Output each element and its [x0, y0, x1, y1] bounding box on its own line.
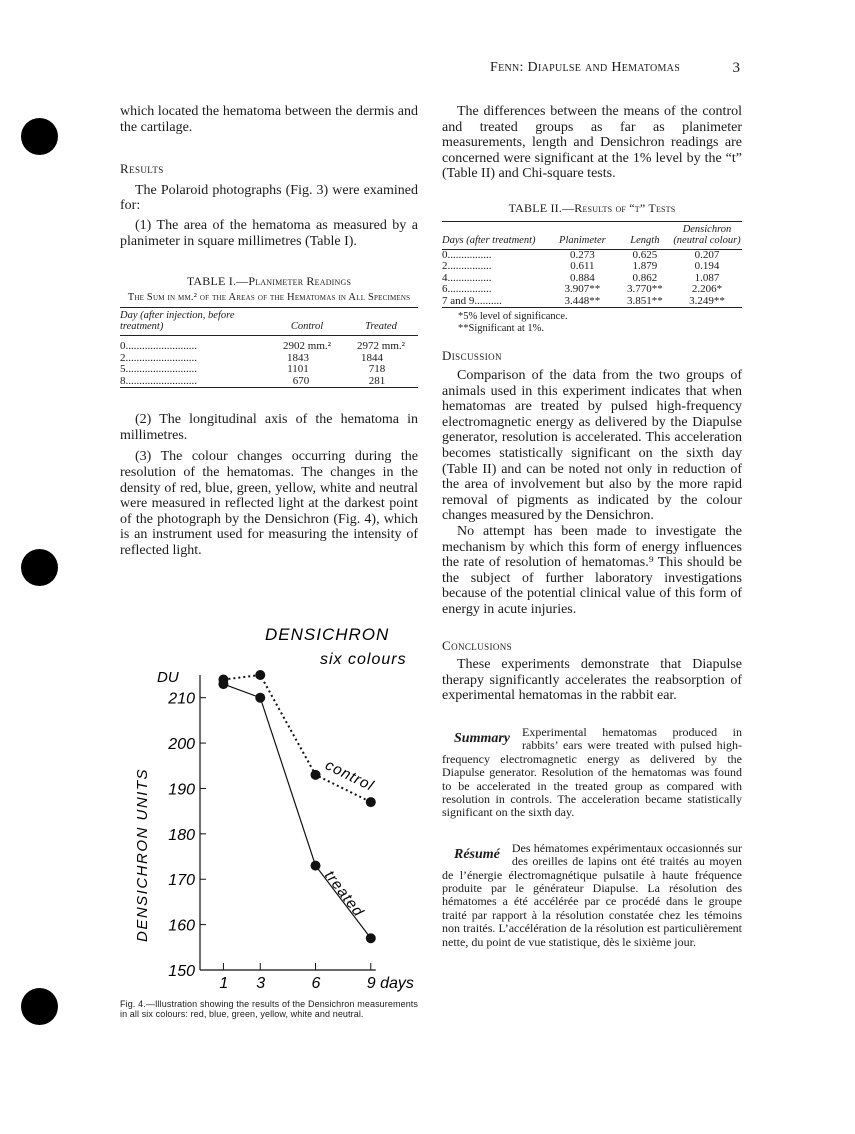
x-tick-label: 1 — [219, 975, 229, 992]
paragraph: No attempt has been made to investigate the mechanism by which this form of energy influences the rate of resolution of hematomas.⁹ This should be the subject of further laboratory investigations because of the potential clinical value of this form of energy in acute injuries. — [442, 524, 742, 617]
table-cell: 2.206* — [691, 283, 723, 296]
table-cell: 3.770** — [627, 283, 663, 296]
table-cell: 0.194 — [694, 260, 720, 273]
running-header — [490, 60, 750, 76]
summary-label: Summary — [454, 730, 511, 746]
table-2-caption: TABLE II.—Results of “t” Tests — [508, 200, 676, 215]
table-cell: 3.907** — [564, 283, 601, 296]
resume-text: Des hématomes expérimentaux occasionnés sur des oreilles de lapins ont été traités au moyen de l’énergie électromagnétique pulsatile à haute fréquence produite par le générateur Diapulse. La résolution des hématomes a été accélérée par ce procédé dans le groupe traité par rapport à la résolution constatée chez les témoins non traités. L’accélération de la résolution est particulièrement nette, du point de vue statistique, dès le sixième jour. — [442, 840, 742, 949]
table-cell: 3.249** — [689, 294, 725, 307]
paragraph: which located the hematoma between the dermis and the cartilage. — [120, 104, 418, 135]
right-column — [442, 104, 742, 949]
summary-block — [442, 726, 742, 820]
table-cell: 0.862 — [632, 271, 658, 284]
x-tick-label: 9 days — [366, 975, 414, 992]
paragraph: Comparison of the data from the two groups of animals used in this experiment indicates that when hematomas are treated by pulsed high-frequency electromagnetic energy as delivered by the Diapulse generator, resolution is accelerated. This acceleration becomes statistically significant on the sixth day (Table II) and can be noted not only in reduction of the area of involvement but also by the more rapid removal of pigments as indicated by the colour changes measured by the Densichron. — [442, 368, 742, 524]
densichron-chart — [115, 620, 425, 995]
y-tick-label: 160 — [168, 917, 195, 935]
table-cell: 7 and 9.......... — [442, 294, 502, 307]
table-2-grid — [442, 221, 742, 309]
series-label-treated: treated — [321, 867, 368, 921]
discussion-heading: Discussion — [442, 348, 502, 364]
table-cell: 1101 — [287, 363, 309, 376]
table-cell: 0.......................... — [120, 340, 197, 353]
data-point-treated — [311, 861, 321, 871]
table-cell: 2.......................... — [120, 351, 197, 364]
resume-label: Résumé — [454, 846, 500, 862]
table-1-grid — [120, 307, 418, 388]
table-cell: 6................ — [442, 283, 492, 296]
column-header: Planimeter — [559, 234, 606, 246]
results-heading: Results — [120, 161, 164, 177]
table-cell: 281 — [368, 374, 386, 387]
table-cell: 0.273 — [570, 248, 595, 261]
table-cell: 5.......................... — [120, 363, 197, 376]
paragraph: (3) The colour changes occurring during the resolution of the hematomas. The changes in the density of red, blue, green, yellow, white and neutral were measured in reflected light at the darkest point of the photograph by the Densichron (Fig. 4), which is an instrument used for measuring the intensity of reflected light. — [120, 449, 418, 558]
column-header: Length — [630, 234, 660, 246]
table-footnote: *5% level of significance. — [458, 311, 568, 323]
table-cell: 2902 mm.² — [283, 340, 331, 353]
page-number: 3 — [732, 60, 740, 76]
chart-series — [218, 670, 376, 943]
figure-caption: Fig. 4.—Illustration showing the results of the Densichron measurements in all six colours: red, blue, green, yellow, white and neutral. — [120, 999, 418, 1019]
x-tick-label: 6 — [311, 975, 321, 992]
column-header: Treated — [365, 321, 397, 333]
summary-text: Experimental hematomas produced in rabbits’ ears were treated with pulsed high-frequency electromagnetic energy as delivered by the Diapulse generator. Resolution of the hematomas was found to be accelerated in the treated group as compared with resolution in controls. The acceleration became statistically significant on the sixth day. — [442, 724, 742, 820]
table-cell: 4................ — [442, 271, 492, 284]
table-2 — [442, 202, 742, 335]
table-cell: 0.611 — [570, 260, 595, 273]
punch-hole — [21, 988, 58, 1025]
y-tick-label: 190 — [168, 781, 195, 799]
y-unit-label: DU — [157, 669, 179, 686]
data-point-control — [255, 670, 265, 680]
table-cell: 1.879 — [632, 260, 658, 273]
table-1-subcaption: The Sum in mm.² of the Areas of the Hematomas in All Specimens — [127, 292, 411, 304]
column-header: Control — [290, 321, 324, 333]
data-point-treated — [366, 933, 376, 943]
table-row — [442, 296, 742, 308]
table-cell: 3.448** — [564, 294, 601, 307]
table-row — [120, 376, 418, 388]
table-cell: 1844 — [361, 351, 383, 364]
table-cell: 0................ — [442, 248, 492, 261]
y-tick-label: 150 — [168, 963, 195, 980]
table-cell: 0.884 — [570, 271, 595, 284]
chart-subtitle: six colours — [320, 651, 407, 668]
table-cell: 0.625 — [632, 248, 658, 261]
data-point-control — [366, 797, 376, 807]
column-header: Densichron (neutral colour) — [673, 223, 741, 246]
data-point-treated — [255, 693, 265, 703]
table-cell: 2................ — [442, 260, 492, 273]
table-footnote: **Significant at 1%. — [458, 322, 545, 334]
table-cell: 3.851** — [627, 294, 663, 307]
series-label-control: control — [322, 756, 377, 795]
left-column — [120, 104, 418, 559]
data-point-control — [311, 770, 321, 780]
paragraph: The differences between the means of the control and treated groups as far as planimeter measurements, length and Densichron readings are concerned were significant at the 1% level by the “t” (Table II) and Chi-square tests. — [442, 104, 742, 182]
header-title: Fenn: Diapulse and Hematomas — [490, 60, 681, 75]
paragraph: (1) The area of the hematoma as measured by a planimeter in square millimetres (Table I). — [120, 217, 418, 249]
data-point-treated — [218, 679, 228, 689]
table-cell: 1843 — [287, 351, 309, 364]
table-cell: 718 — [368, 363, 386, 376]
column-header: Days (after treatment) — [442, 234, 536, 246]
table-cell: 8.......................... — [120, 374, 197, 387]
table-row — [120, 341, 418, 353]
y-tick-label: 200 — [168, 736, 195, 754]
table-cell: 1.087 — [694, 271, 720, 284]
conclusions-heading: Conclusions — [442, 637, 513, 653]
chart-title: DENSICHRON — [265, 625, 390, 644]
y-axis-label: DENSICHRON UNITS — [134, 767, 151, 942]
table-row — [120, 364, 418, 376]
paragraph: (2) The longitudinal axis of the hematoma in millimetres. — [120, 412, 418, 443]
table-cell: 0.207 — [694, 248, 720, 261]
y-tick-label: 170 — [168, 872, 195, 890]
table-cell: 670 — [292, 374, 310, 387]
punch-hole — [21, 549, 58, 586]
chart-axes — [167, 675, 414, 992]
paragraph: These experiments demonstrate that Diapulse therapy significantly accelerates the reabsorption of experimental hematomas in the rabbit ear. — [442, 657, 742, 704]
x-tick-label: 3 — [256, 975, 266, 992]
table-cell: 2972 mm.² — [357, 340, 405, 353]
resume-block — [442, 842, 742, 949]
punch-hole — [21, 118, 58, 155]
y-tick-label: 210 — [168, 690, 195, 708]
table-1-caption: TABLE I.—Planimeter Readings — [186, 274, 352, 289]
paragraph: The Polaroid photographs (Fig. 3) were examined for: — [120, 182, 418, 214]
y-tick-label: 180 — [168, 826, 195, 844]
table-1 — [120, 275, 418, 388]
column-header: Day (after injection, before treatment) — [120, 310, 235, 333]
